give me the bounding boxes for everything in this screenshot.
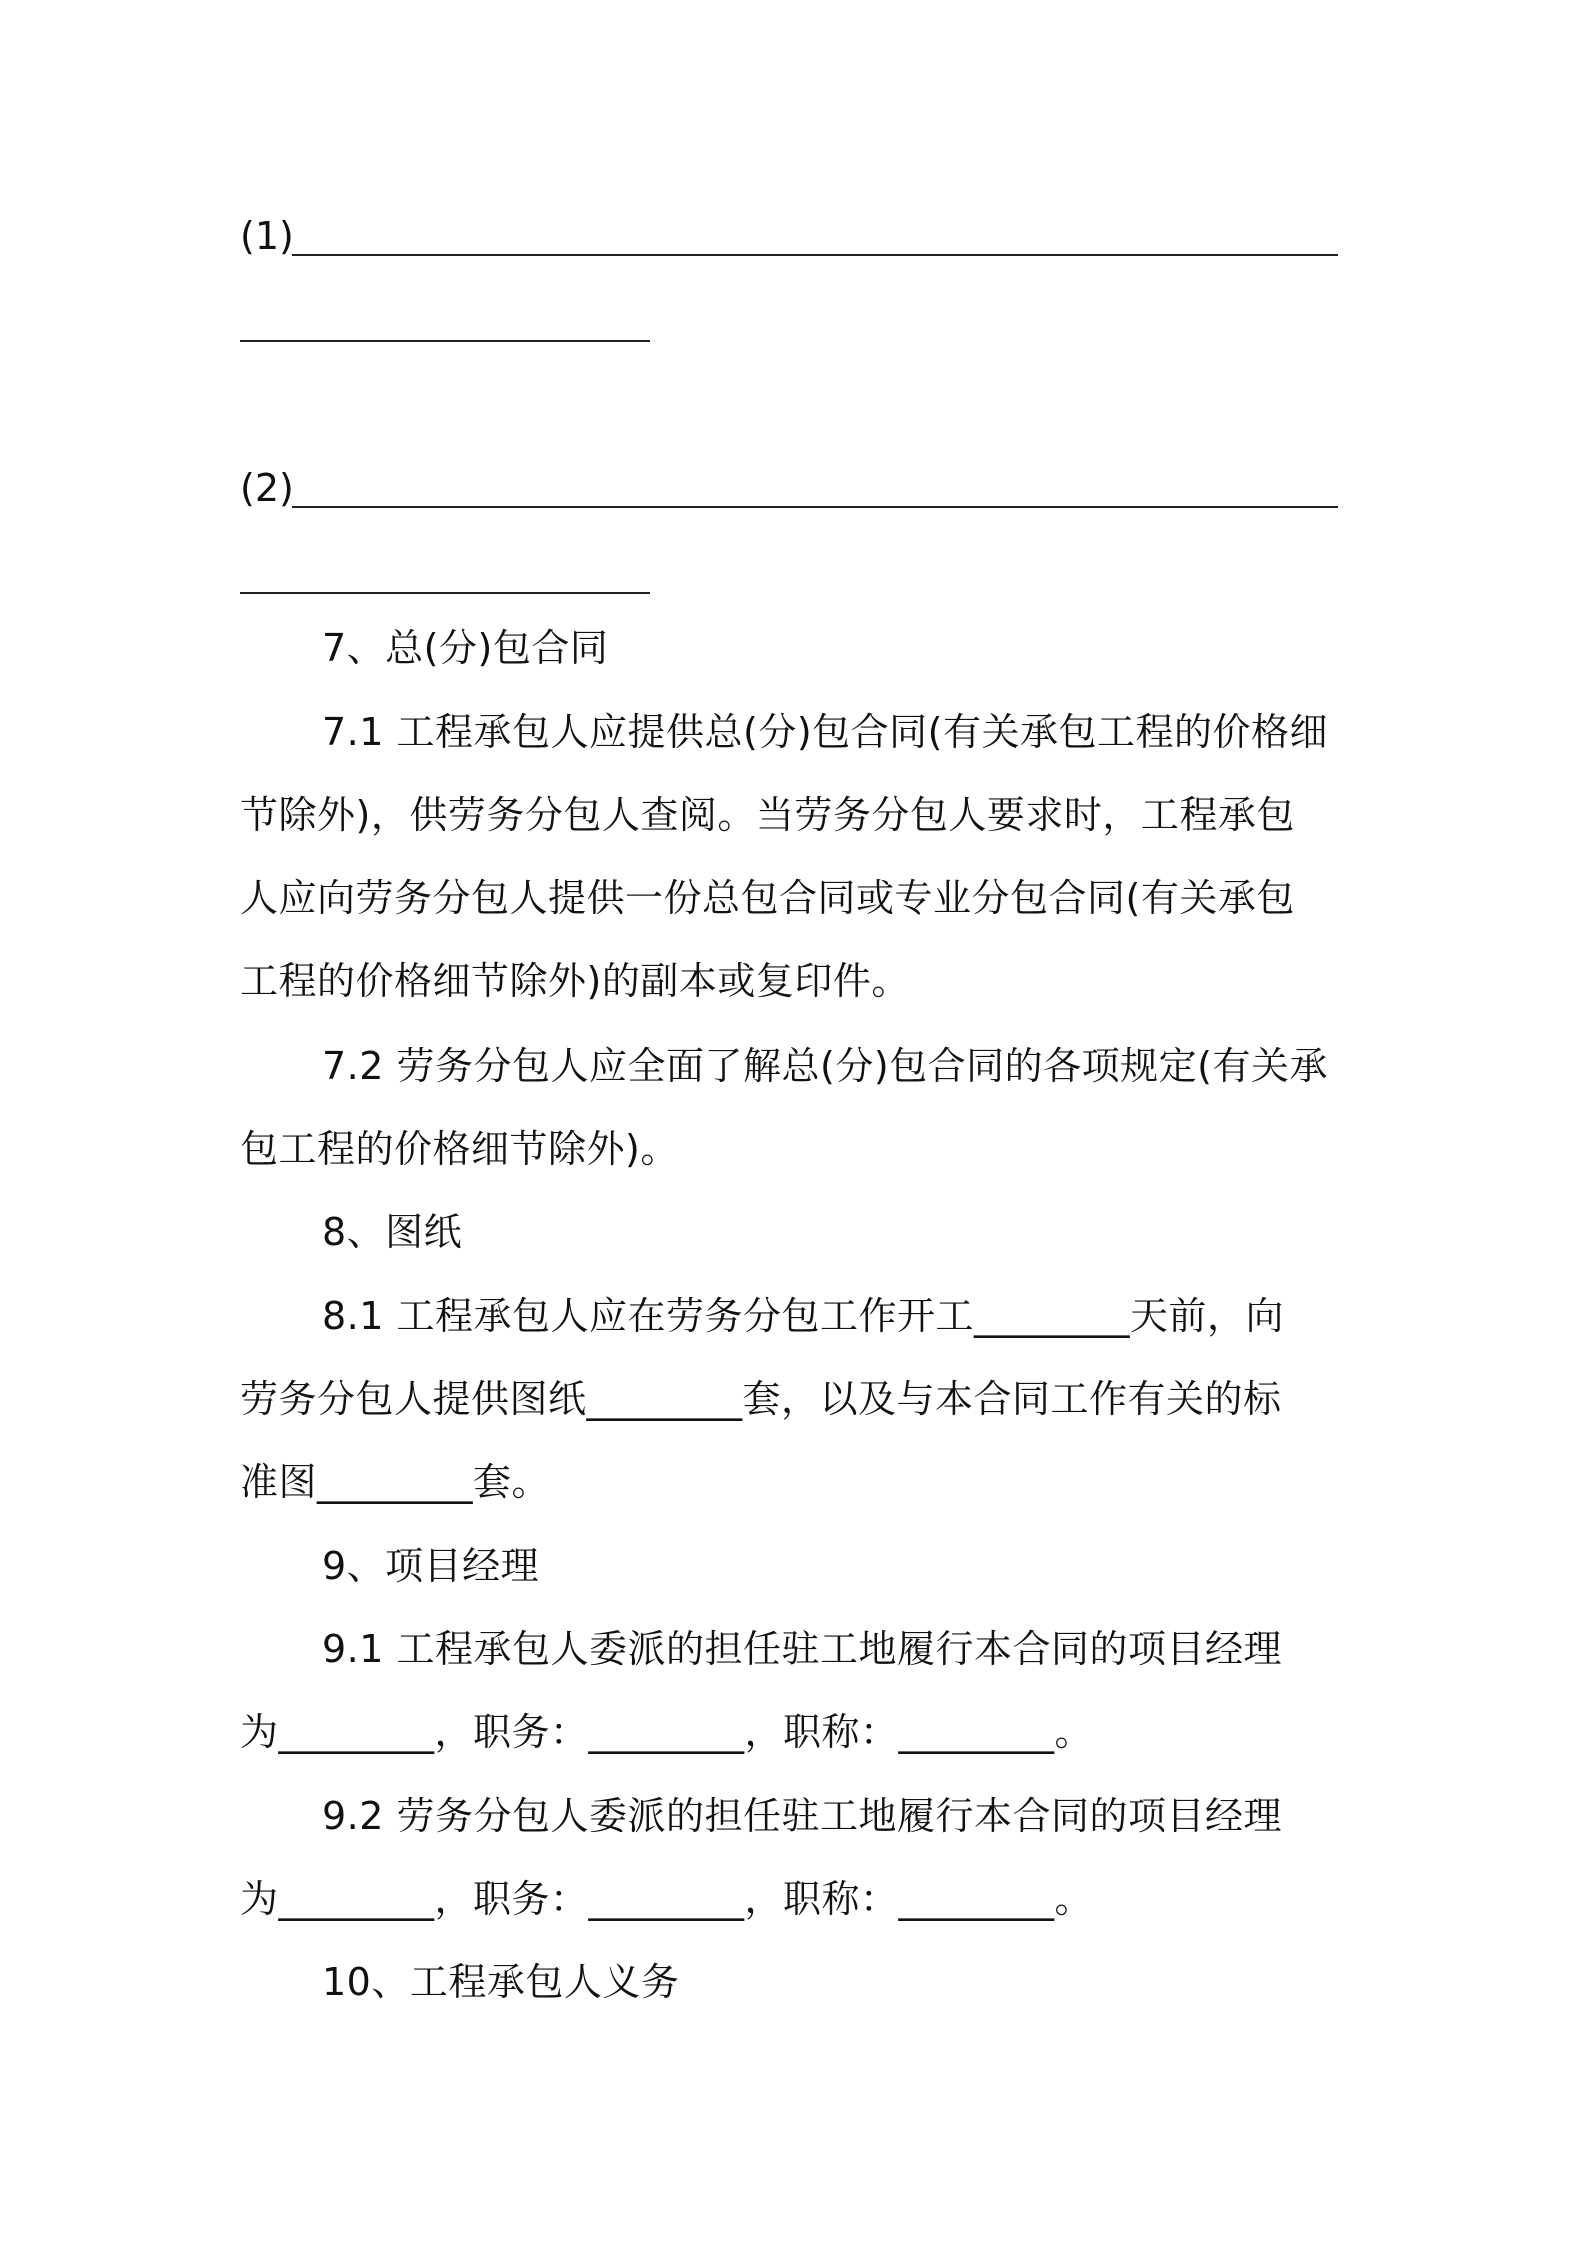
paragraph-7-1-line-2: 节除外)，供劳务分包人查阅。当劳务分包人要求时，工程承包	[240, 793, 1295, 837]
section-7-heading: 7、总(分)包合同	[322, 626, 609, 670]
paragraph-9-2-line-1: 9.2 劳务分包人委派的担任驻工地履行本合同的项目经理	[322, 1794, 1283, 1838]
paragraph-7-1-line-4: 工程的价格细节除外)的副本或复印件。	[240, 959, 910, 1003]
blank-item-1-label: (1)	[240, 214, 294, 258]
paragraph-9-2-line-2: 为________，职务：________，职称：________。	[240, 1877, 1094, 1921]
blank-item-2-label: (2)	[240, 466, 294, 510]
blank-item-2-line-b	[240, 592, 650, 594]
blank-item-1-line-b	[240, 340, 650, 342]
paragraph-9-1-line-1: 9.1 工程承包人委派的担任驻工地履行本合同的项目经理	[322, 1627, 1283, 1671]
blank-item-2-line-a	[292, 506, 1338, 508]
section-10-heading: 10、工程承包人义务	[322, 1960, 680, 2004]
paragraph-7-1-line-1: 7.1 工程承包人应提供总(分)包合同(有关承包工程的价格细	[322, 710, 1328, 754]
paragraph-7-1-line-3: 人应向劳务分包人提供一份总包合同或专业分包合同(有关承包	[240, 876, 1295, 920]
blank-item-1-line-a	[292, 254, 1338, 256]
paragraph-8-1-line-3: 准图________套。	[240, 1460, 551, 1504]
section-8-heading: 8、图纸	[322, 1210, 463, 1254]
paragraph-8-1-line-2: 劳务分包人提供图纸________套，以及与本合同工作有关的标	[240, 1377, 1282, 1421]
paragraph-9-1-line-2: 为________，职务：________，职称：________。	[240, 1710, 1094, 1754]
paragraph-8-1-line-1: 8.1 工程承包人应在劳务分包工作开工________天前，向	[322, 1294, 1285, 1338]
section-9-heading: 9、项目经理	[322, 1544, 540, 1588]
paragraph-7-2-line-1: 7.2 劳务分包人应全面了解总(分)包合同的各项规定(有关承	[322, 1044, 1328, 1088]
paragraph-7-2-line-2: 包工程的价格细节除外)。	[240, 1127, 679, 1171]
